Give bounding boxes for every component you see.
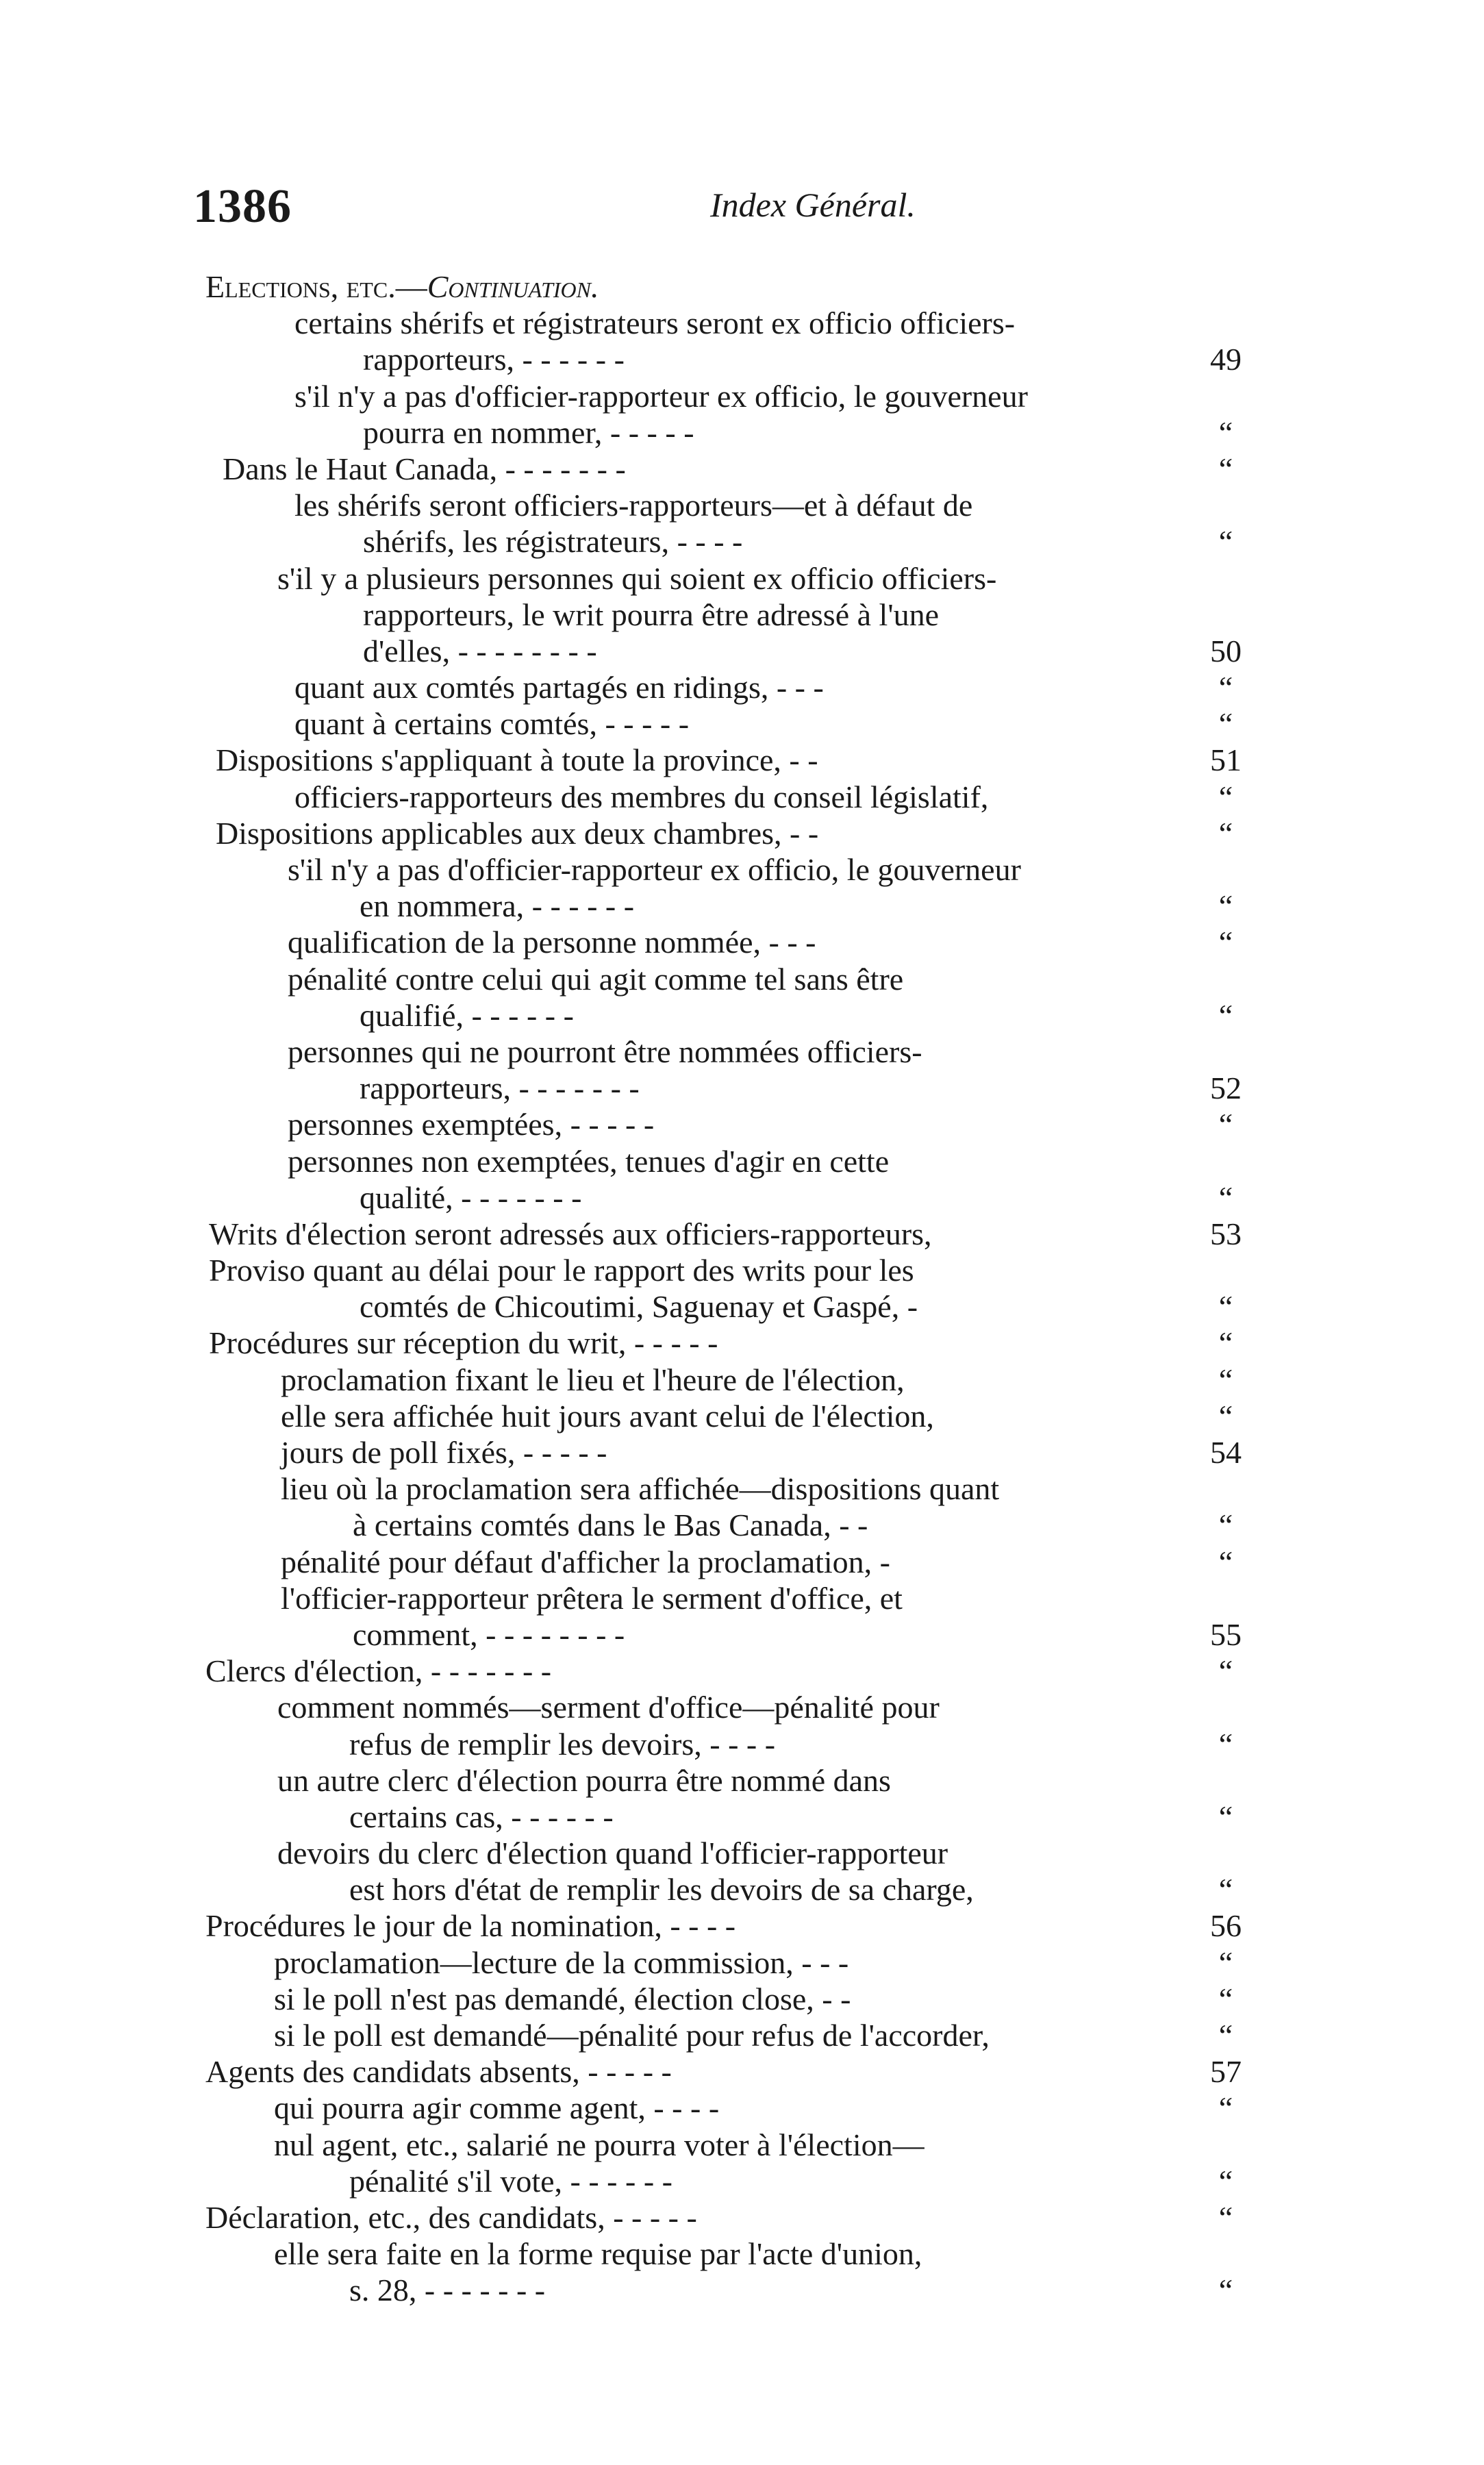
page-reference: “ bbox=[1218, 670, 1233, 705]
page-reference: “ bbox=[1218, 524, 1233, 560]
index-line bbox=[205, 341, 1301, 377]
index-line bbox=[205, 1434, 1301, 1471]
index-line bbox=[205, 1726, 1301, 1762]
index-line bbox=[205, 1288, 1301, 1325]
index-line bbox=[205, 268, 1301, 305]
page-reference: “ bbox=[1218, 414, 1233, 450]
index-entry-text: un autre clerc d'élection pourra être nommé dans bbox=[277, 1762, 891, 1798]
index-line bbox=[205, 1362, 1301, 1398]
index-entry-text: si le poll est demandé—pénalité pour refus de l'accorder, bbox=[274, 2018, 990, 2053]
index-line bbox=[205, 742, 1301, 778]
index-line bbox=[205, 1835, 1301, 1871]
index-line bbox=[205, 1471, 1301, 1507]
index-entry-text: les shérifs seront officiers-rapporteurs—et à défaut de bbox=[294, 488, 973, 523]
index-line bbox=[205, 961, 1301, 997]
index-line bbox=[205, 1034, 1301, 1070]
index-line bbox=[205, 2272, 1301, 2308]
page-reference: “ bbox=[1218, 1289, 1233, 1325]
page-reference: “ bbox=[1218, 1398, 1233, 1434]
page-reference: 51 bbox=[1210, 742, 1242, 778]
index-line bbox=[205, 1143, 1301, 1179]
index-entry-text: s'il n'y a pas d'officier-rapporteur ex officio, le gouverneur bbox=[288, 852, 1021, 887]
index-line bbox=[205, 378, 1301, 414]
page-reference: “ bbox=[1218, 1179, 1233, 1215]
index-entry-text: Procédures le jour de la nomination, - - - - bbox=[205, 1908, 736, 1944]
index-line bbox=[205, 1653, 1301, 1689]
page-reference: “ bbox=[1218, 1107, 1233, 1142]
index-entry-text: Dispositions s'appliquant à toute la province, - - bbox=[216, 742, 818, 778]
page-reference: 55 bbox=[1210, 1616, 1242, 1652]
index-entry-text: personnes non exemptées, tenues d'agir en cette bbox=[288, 1143, 890, 1179]
page-header bbox=[193, 179, 1392, 241]
index-entry-text: Elections, etc.—Continuation. bbox=[205, 269, 599, 304]
index-line bbox=[205, 669, 1301, 705]
page-reference: “ bbox=[1218, 1507, 1233, 1543]
index-line bbox=[205, 1762, 1301, 1799]
index-entry-text: Agents des candidats absents, - - - - - bbox=[205, 2054, 672, 2090]
index-entry-text: Déclaration, etc., des candidats, - - - - - bbox=[205, 2199, 697, 2235]
index-line bbox=[205, 1252, 1301, 1288]
index-entry-text: comment, - - - - - - - - bbox=[353, 1616, 625, 1652]
index-entry-text: quant à certains comtés, - - - - - bbox=[294, 706, 690, 742]
index-entry-text: s. 28, - - - - - - - bbox=[349, 2273, 546, 2308]
page-reference: “ bbox=[1218, 1944, 1233, 1980]
index-line bbox=[205, 633, 1301, 669]
index-entry-text: officiers-rapporteurs des membres du conseil législatif, bbox=[294, 779, 989, 814]
index-entry-text: devoirs du clerc d'élection quand l'officier-rapporteur bbox=[277, 1836, 948, 1871]
running-title: Index Général. bbox=[710, 186, 916, 224]
index-entry-text: Procédures sur réception du writ, - - - - - bbox=[209, 1325, 718, 1361]
index-line bbox=[205, 1179, 1301, 1216]
index-line bbox=[205, 487, 1301, 523]
index-line bbox=[205, 1216, 1301, 1252]
index-entry-text: shérifs, les régistrateurs, - - - - bbox=[363, 524, 743, 560]
index-line bbox=[205, 1871, 1301, 1907]
index-entry-text: Dans le Haut Canada, - - - - - - - bbox=[223, 451, 626, 486]
index-entry-text: comtés de Chicoutimi, Saguenay et Gaspé, - bbox=[360, 1289, 918, 1325]
index-entry-text: personnes exemptées, - - - - - bbox=[288, 1107, 655, 1142]
index-line bbox=[205, 1907, 1301, 1944]
index-line bbox=[205, 1325, 1301, 1361]
page-reference: “ bbox=[1218, 1981, 1233, 2016]
index-entry-text: pénalité s'il vote, - - - - - - bbox=[349, 2163, 672, 2199]
page-number: 1386 bbox=[193, 180, 292, 233]
page-reference: “ bbox=[1218, 2273, 1233, 2308]
index-entry-text: nul agent, etc., salarié ne pourra voter à l'élection— bbox=[274, 2127, 925, 2162]
index-entry-text: pénalité contre celui qui agit comme tel sans être bbox=[288, 961, 904, 997]
index-line bbox=[205, 779, 1301, 815]
index-entries bbox=[205, 268, 1301, 2309]
page-reference: “ bbox=[1218, 888, 1233, 924]
page-reference: 54 bbox=[1210, 1435, 1242, 1470]
page-reference: 52 bbox=[1210, 1071, 1242, 1106]
index-entry-text: Proviso quant au délai pour le rapport des writs pour les bbox=[209, 1253, 914, 1288]
index-entry-text: qualité, - - - - - - - bbox=[360, 1179, 582, 1215]
index-entry-text: à certains comtés dans le Bas Canada, - - bbox=[353, 1507, 868, 1543]
index-line bbox=[205, 924, 1301, 960]
page-reference: 53 bbox=[1210, 1216, 1242, 1251]
index-entry-text: Dispositions applicables aux deux chambres, - - bbox=[216, 815, 819, 851]
index-line bbox=[205, 1544, 1301, 1580]
index-entry-text: refus de remplir les devoirs, - - - - bbox=[349, 1726, 776, 1762]
index-line bbox=[205, 1106, 1301, 1142]
index-entry-text: en nommera, - - - - - - bbox=[360, 888, 635, 924]
index-entry-text: rapporteurs, - - - - - - bbox=[363, 342, 625, 377]
index-line bbox=[205, 1689, 1301, 1725]
index-entry-text: Clercs d'élection, - - - - - - - bbox=[205, 1653, 552, 1689]
index-line bbox=[205, 851, 1301, 888]
page-reference: “ bbox=[1218, 997, 1233, 1033]
index-line bbox=[205, 451, 1301, 487]
index-entry-text: certains shérifs et régistrateurs seront ex officio officiers- bbox=[294, 305, 1016, 341]
index-line bbox=[205, 2199, 1301, 2236]
index-line bbox=[205, 2017, 1301, 2053]
index-line bbox=[205, 815, 1301, 851]
index-entry-text: pénalité pour défaut d'afficher la proclamation, - bbox=[281, 1544, 890, 1579]
page-reference: “ bbox=[1218, 2199, 1233, 2235]
index-entry-text: personnes qui ne pourront être nommées officiers- bbox=[288, 1034, 922, 1069]
page-reference: “ bbox=[1218, 706, 1233, 742]
index-line bbox=[205, 2053, 1301, 2090]
page-reference: 49 bbox=[1210, 342, 1242, 377]
index-line bbox=[205, 1981, 1301, 2017]
index-entry-text: qualifié, - - - - - - bbox=[360, 997, 574, 1033]
page-reference: 56 bbox=[1210, 1908, 1242, 1944]
page-reference: “ bbox=[1218, 815, 1233, 851]
index-entry-text: certains cas, - - - - - - bbox=[349, 1799, 614, 1834]
page-reference: “ bbox=[1218, 451, 1233, 486]
page-reference: “ bbox=[1218, 1544, 1233, 1579]
index-line bbox=[205, 2090, 1301, 2126]
page-reference: “ bbox=[1218, 1799, 1233, 1834]
index-entry-text: proclamation—lecture de la commission, - - - bbox=[274, 1944, 849, 1980]
index-entry-text: lieu où la proclamation sera affichée—dispositions quant bbox=[281, 1471, 1000, 1507]
index-line bbox=[205, 1944, 1301, 1981]
index-entry-text: si le poll n'est pas demandé, élection close, - - bbox=[274, 1981, 851, 2016]
index-entry-text: Writs d'élection seront adressés aux officiers-rapporteurs, bbox=[209, 1216, 932, 1251]
index-entry-text: pourra en nommer, - - - - - bbox=[363, 414, 694, 450]
index-entry-text: jours de poll fixés, - - - - - bbox=[281, 1435, 607, 1470]
index-line bbox=[205, 888, 1301, 924]
index-entry-text: quant aux comtés partagés en ridings, - - - bbox=[294, 670, 824, 705]
page-reference: “ bbox=[1218, 1872, 1233, 1907]
index-line bbox=[205, 2163, 1301, 2199]
index-entry-text: qui pourra agir comme agent, - - - - bbox=[274, 2090, 720, 2126]
index-entry-text: est hors d'état de remplir les devoirs de sa charge, bbox=[349, 1872, 974, 1907]
index-entry-text: qualification de la personne nommée, - - - bbox=[288, 925, 816, 960]
index-entry-text: elle sera faite en la forme requise par l'acte d'union, bbox=[274, 2236, 922, 2272]
index-entry-text: l'officier-rapporteur prêtera le serment d'office, et bbox=[281, 1580, 903, 1616]
index-line bbox=[205, 1580, 1301, 1616]
index-entry-text: s'il n'y a pas d'officier-rapporteur ex officio, le gouverneur bbox=[294, 378, 1028, 414]
index-line bbox=[205, 1799, 1301, 1835]
index-line bbox=[205, 523, 1301, 560]
index-line bbox=[205, 2127, 1301, 2163]
continuation-label: Continuation. bbox=[427, 269, 599, 304]
index-line bbox=[205, 997, 1301, 1034]
page-reference: 57 bbox=[1210, 2054, 1242, 2090]
page-reference: “ bbox=[1218, 2090, 1233, 2126]
page-reference: “ bbox=[1218, 925, 1233, 960]
index-line bbox=[205, 1398, 1301, 1434]
index-line bbox=[205, 414, 1301, 451]
index-line bbox=[205, 1507, 1301, 1543]
index-entry-text: proclamation fixant le lieu et l'heure de l'élection, bbox=[281, 1362, 905, 1397]
index-entry-text: s'il y a plusieurs personnes qui soient ex officio officiers- bbox=[277, 560, 997, 596]
index-line bbox=[205, 1616, 1301, 1653]
page-reference: “ bbox=[1218, 1325, 1233, 1361]
index-line bbox=[205, 705, 1301, 742]
index-line bbox=[205, 2236, 1301, 2272]
page-reference: “ bbox=[1218, 2018, 1233, 2053]
page-reference: “ bbox=[1218, 1362, 1233, 1397]
index-entry-text: elle sera affichée huit jours avant celui de l'élection, bbox=[281, 1398, 934, 1434]
index-entry-text: rapporteurs, le writ pourra être adressé à l'une bbox=[363, 597, 940, 632]
index-line bbox=[205, 1070, 1301, 1106]
page-reference: “ bbox=[1218, 1653, 1233, 1689]
index-line bbox=[205, 560, 1301, 597]
page-reference: “ bbox=[1218, 779, 1233, 814]
index-line bbox=[205, 597, 1301, 633]
page-reference: 50 bbox=[1210, 633, 1242, 668]
page-reference: “ bbox=[1218, 2163, 1233, 2199]
index-line bbox=[205, 305, 1301, 341]
page-reference: “ bbox=[1218, 1726, 1233, 1762]
index-entry-text: d'elles, - - - - - - - - bbox=[363, 633, 597, 668]
index-entry-text: rapporteurs, - - - - - - - bbox=[360, 1071, 640, 1106]
index-entry-text: comment nommés—serment d'office—pénalité pour bbox=[277, 1690, 940, 1725]
